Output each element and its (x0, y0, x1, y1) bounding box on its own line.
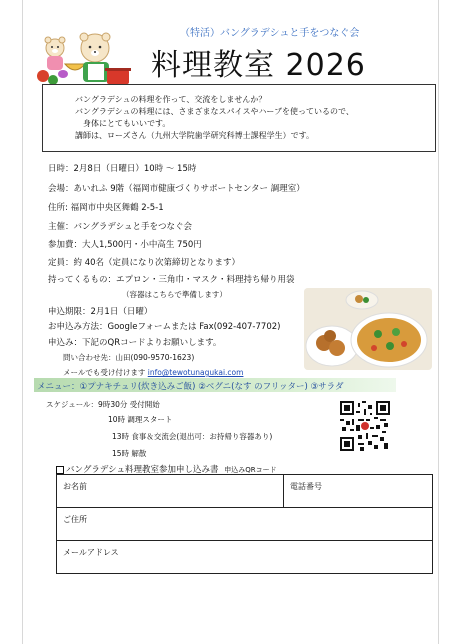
phone-label: 電話番号 (290, 482, 322, 491)
schedule-line-3: 13時 食事＆交流会(退出可：お持帰り容器あり) (112, 432, 273, 441)
event-datetime: 日時：2月8日（日曜日）10時 ～ 15時 (48, 164, 197, 174)
event-capacity: 定員：約 40名（定員になり次第締切となります） (48, 258, 241, 268)
food-photo (304, 288, 432, 370)
schedule-line-2: 10時 調理スタート (108, 415, 173, 424)
event-contact: 問い合わせ先：山田(090-9570-1623) (63, 353, 195, 362)
email-line (63, 367, 243, 378)
address-cell[interactable] (57, 508, 433, 541)
intro-line-1: バングラデシュの料理を作って、交流をしませんか？ (75, 95, 267, 104)
organizer-subtitle: （特活）バングラデシュと手をつなぐ会 (180, 28, 360, 39)
event-venue: 会場：あいれふ 9階（福岡市健康づくりサポートセンター 調理室） (48, 184, 305, 194)
page-title: 料理教室 2026 (151, 48, 366, 83)
event-deadline: 申込期限：2月1日（日曜） (48, 307, 153, 317)
intro-line-2: バングラデシュの料理には、さまざまなスパイスやハーブを使っているので、 (75, 107, 354, 116)
address-label: ご住所 (63, 515, 87, 524)
name-cell[interactable] (57, 475, 284, 508)
email-cell[interactable] (57, 541, 433, 574)
application-form (56, 474, 433, 574)
event-address: 住所: 福岡市中央区舞鶴 2-5-1 (48, 203, 164, 213)
email-link[interactable]: info@tewotunagukai.com (147, 368, 244, 377)
email-label: メールアドレス (63, 548, 119, 557)
event-bring: 持ってくるもの：エプロン・三角巾・マスク・料理持ち帰り用袋 (48, 275, 295, 285)
schedule-line-4: 15時 解散 (112, 449, 147, 458)
event-qr-note: 申込み：下記のQRコードよりお願いします。 (48, 338, 222, 348)
email-prefix: メールでも受け付けます (63, 368, 148, 377)
phone-cell[interactable] (284, 475, 433, 508)
event-organizer: 主催：バングラデシュと手をつなぐ会 (48, 222, 192, 232)
name-label: お名前 (63, 482, 87, 491)
event-fee: 参加費：大人1,500円・小中高生 750円 (48, 240, 202, 250)
intro-line-4: 講師は、ローズさん（九州大学院歯学研究科博士課程学生）です。 (75, 131, 314, 140)
event-method: お申込み方法：Googleフォームまたは Fax(092-407-7702) (48, 322, 281, 332)
qr-label: 申込みQRコード (224, 466, 277, 474)
event-bring-note: （容器はこちらで準備します） (122, 290, 227, 299)
qr-code-icon[interactable] (340, 401, 390, 451)
schedule-line-1: スケジュール：9時30分 受付開始 (46, 400, 160, 409)
intro-line-3: 身体にとてもいいです。 (83, 119, 171, 128)
form-heading: バングラデシュ料理教室参加申し込み書 (66, 465, 219, 475)
checkbox-icon (56, 466, 64, 474)
intro-box (42, 84, 436, 152)
menu-text: メニュー：①プナキチュリ(炊き込みご飯) ②ベグニ(なす のフリッター) ③サラダ (37, 382, 344, 392)
